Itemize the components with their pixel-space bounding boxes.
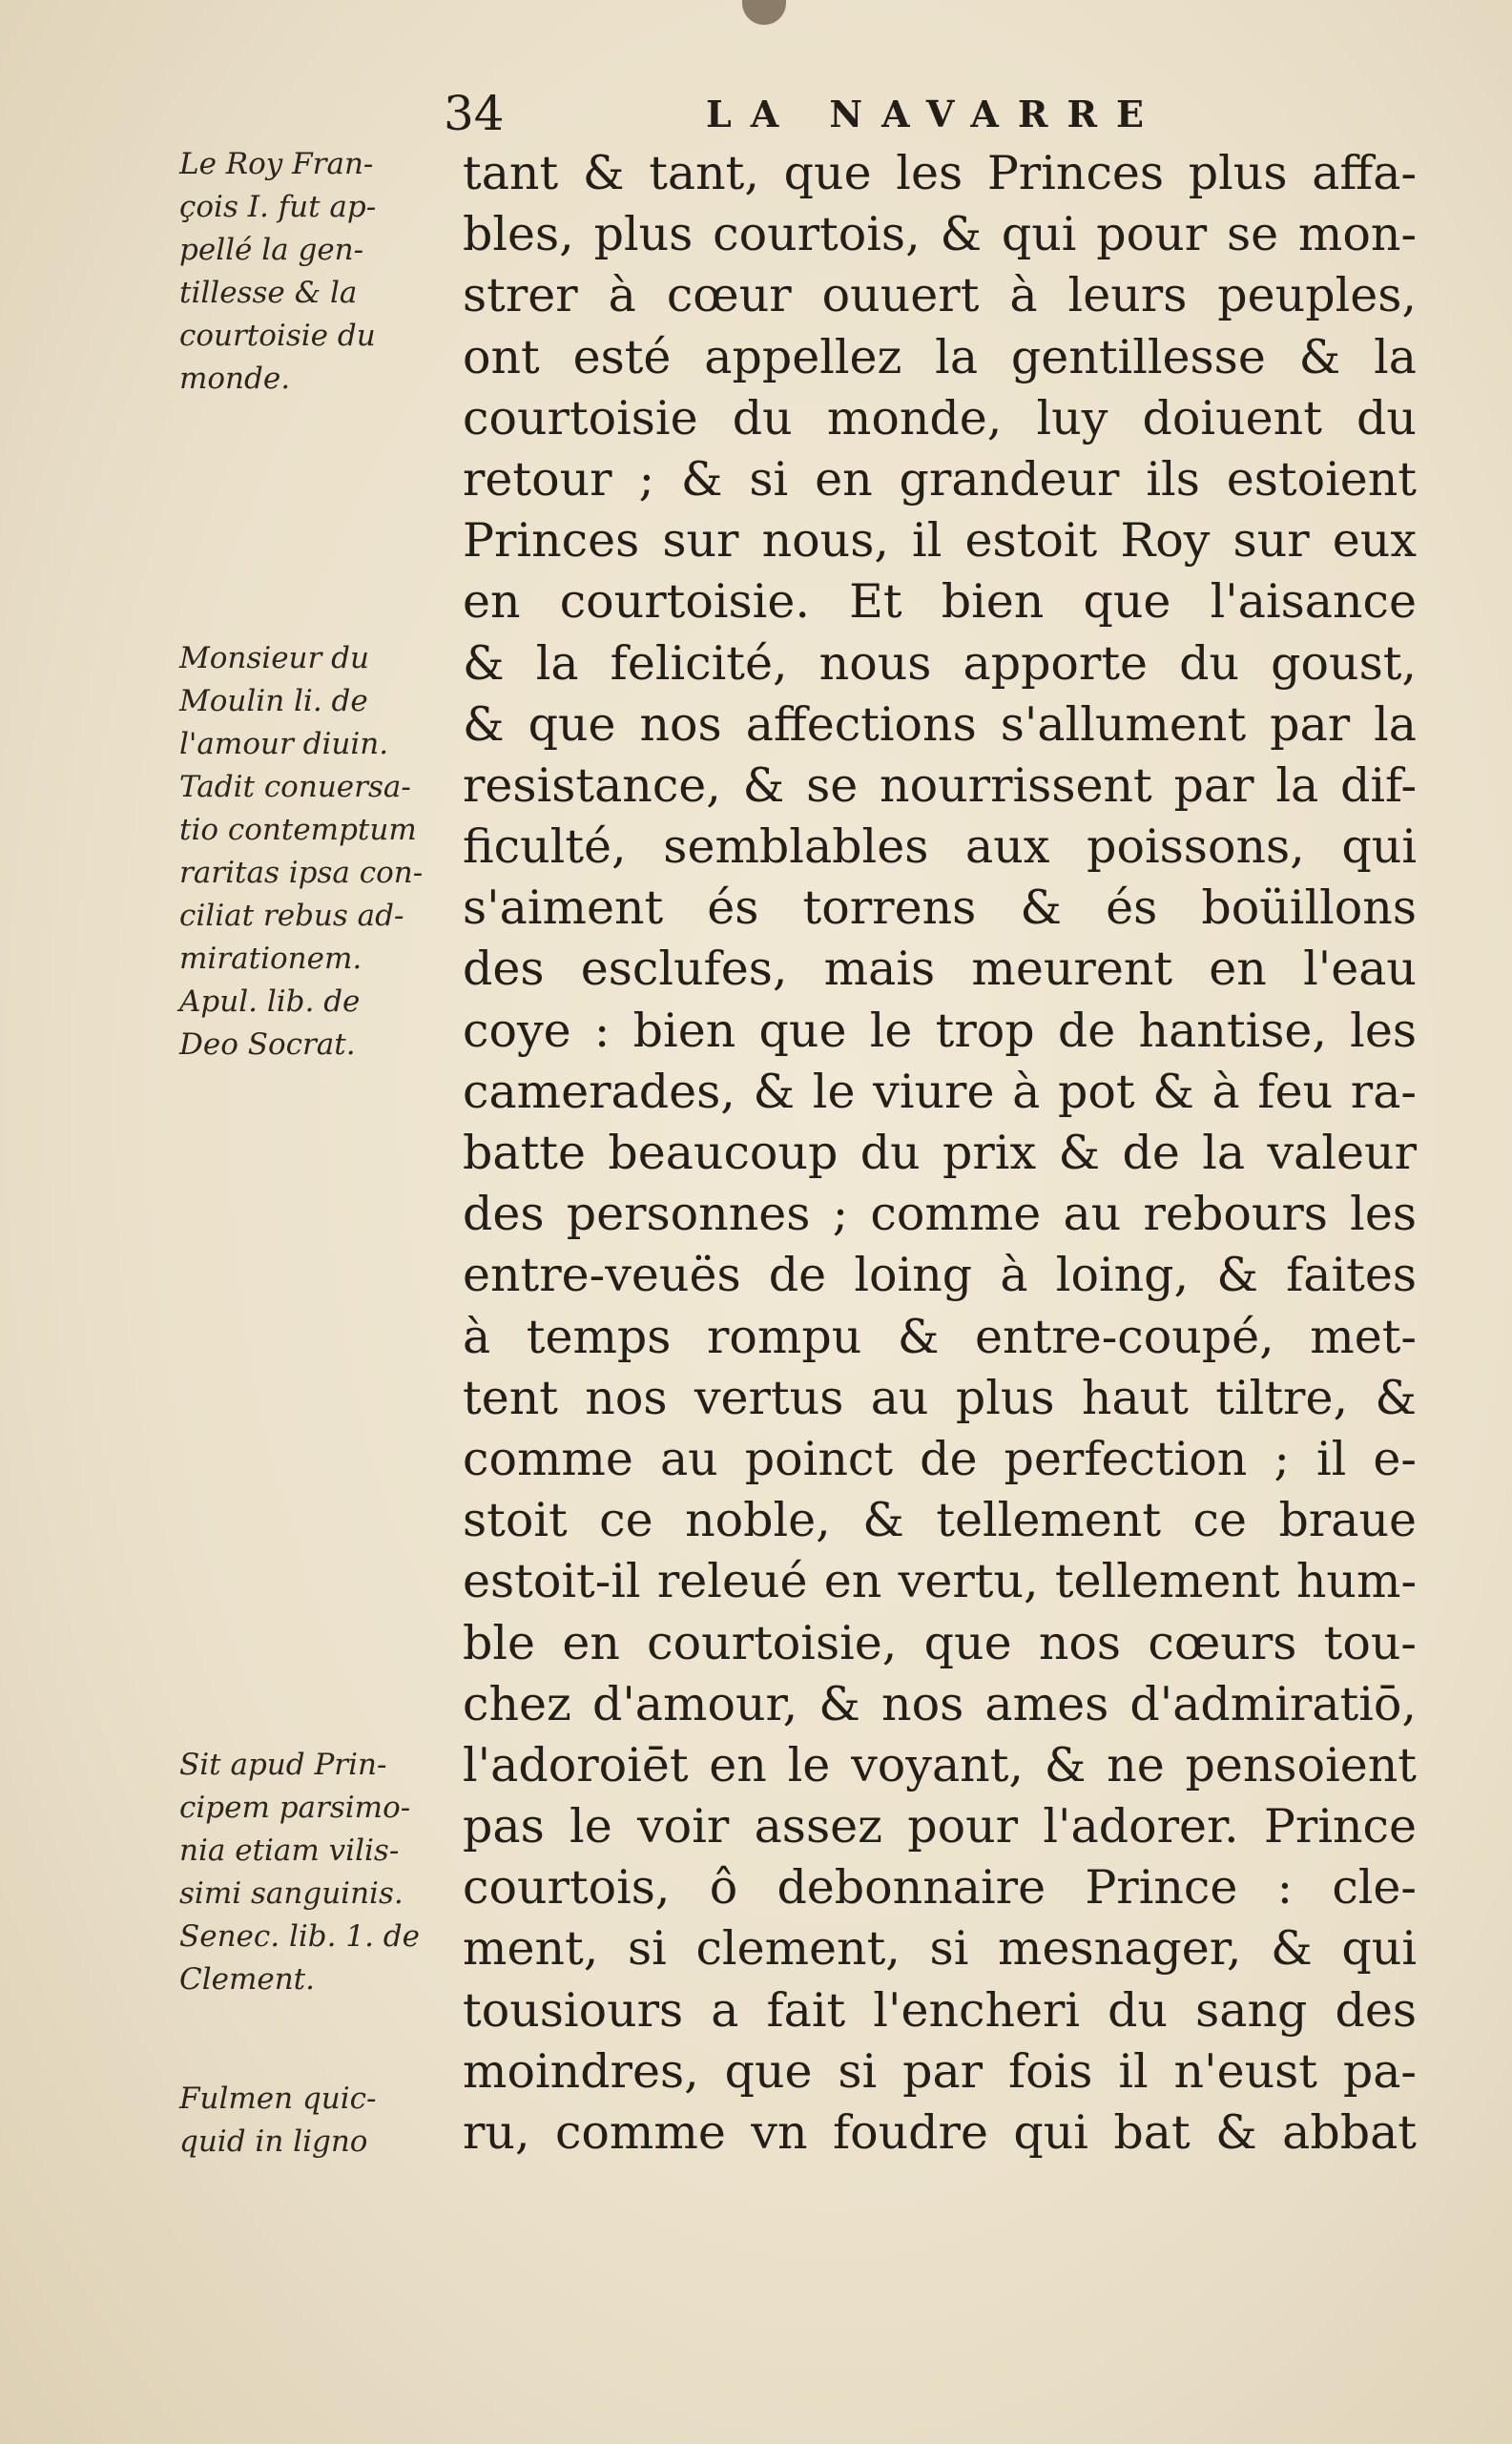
text-line: strer à cœur ouuert à leurs peuples,	[463, 268, 1417, 323]
margin-note-line: Monsieur du	[179, 641, 369, 675]
margin-note-line: Sit apud Prin-	[179, 1748, 387, 1782]
margin-note-line: simi sanguinis.	[179, 1876, 404, 1911]
margin-note-seneca	[179, 1744, 466, 2001]
margin-note-line: tillesse & la	[179, 276, 358, 310]
text-line: ment, si clement, si mesnager, & qui	[463, 1921, 1417, 1977]
text-line: s'aiment és torrens & és boüillons	[463, 880, 1417, 936]
text-line: ont esté appellez la gentillesse & la	[463, 329, 1417, 384]
margin-note-line: tio contemptum	[179, 813, 417, 847]
page-ornament-icon	[742, 0, 786, 25]
text-line: & que nos affections s'allument par la	[463, 696, 1417, 752]
text-line: à temps rompu & entre-coupé, met-	[463, 1309, 1417, 1364]
text-line: courtois, ô debonnaire Prince : cle-	[463, 1860, 1417, 1916]
margin-note-line: mirationem.	[179, 942, 362, 976]
margin-note-line: Le Roy Fran-	[179, 147, 374, 181]
text-line: stoit ce noble, & tellement ce braue	[463, 1493, 1417, 1548]
text-line: ficulté, semblables aux poissons, qui	[463, 819, 1417, 875]
text-line: bles, plus courtois, & qui pour se mon-	[463, 207, 1417, 262]
margin-note-line: Senec. lib. 1. de	[179, 1919, 420, 1954]
text-line: entre-veuës de loing à loing, & faites	[463, 1248, 1417, 1303]
margin-note-line: courtoisie du	[179, 319, 376, 353]
margin-note-line: raritas ipsa con-	[179, 856, 424, 890]
margin-note-du-moulin	[179, 637, 466, 1067]
text-line: tent nos vertus au plus haut tiltre, &	[463, 1370, 1417, 1425]
margin-note-line: monde.	[179, 362, 291, 396]
page-number: 34	[444, 86, 505, 141]
margin-note-line: Clement.	[179, 1962, 315, 1997]
text-line: tant & tant, que les Princes plus affa-	[463, 146, 1417, 200]
margin-note-fulmen	[179, 2078, 466, 2164]
main-text-block	[463, 143, 1417, 2164]
text-line: estoit-il releué en vertu, tellement hum-	[463, 1554, 1417, 1609]
text-line: comme au poinct de perfection ; il e-	[463, 1431, 1417, 1486]
text-line: l'adoroiēt en le voyant, & ne pensoient	[463, 1737, 1417, 1792]
text-line: tousiours a fait l'encheri du sang des	[463, 1982, 1417, 2038]
text-line: des personnes ; comme au rebours les	[463, 1187, 1417, 1242]
margin-note-line: Fulmen quic-	[179, 2082, 377, 2116]
text-line: pas le voir assez pour l'adorer. Prince	[463, 1799, 1417, 1854]
margin-note-line: cipem parsimo-	[179, 1791, 411, 1825]
margin-note-line: ciliat rebus ad-	[179, 899, 404, 933]
text-line: retour ; & si en grandeur ils estoient	[463, 451, 1417, 507]
text-line: camerades, & le viure à pot & à feu ra-	[463, 1064, 1417, 1119]
running-title: LA NAVARRE	[706, 93, 1164, 135]
text-line: coye : bien que le trop de hantise, les	[463, 1003, 1417, 1058]
margin-note-line: quid in ligno	[179, 2124, 368, 2159]
margin-note-line: l'amour diuin.	[179, 727, 389, 761]
margin-note-line: çois I. fut ap-	[179, 190, 377, 224]
text-line: ble en courtoisie, que nos cœurs tou-	[463, 1615, 1417, 1670]
margin-note-line: Apul. lib. de	[179, 984, 361, 1019]
text-line: courtoisie du monde, luy doiuent du	[463, 390, 1417, 445]
text-line: ru, comme vn foudre qui bat & abbat	[463, 2105, 1417, 2160]
text-line: des esclufes, mais meurent en l'eau	[463, 942, 1417, 997]
page-header	[444, 82, 1188, 145]
text-line: en courtoisie. Et bien que l'aisance	[463, 574, 1417, 630]
text-line: batte beaucoup du prix & de la valeur	[463, 1126, 1417, 1180]
margin-note-line: Tadit conuersa-	[179, 770, 411, 804]
margin-note-line: Moulin li. de	[179, 684, 368, 718]
margin-note-line: nia etiam vilis-	[179, 1833, 400, 1868]
text-line: Princes sur nous, il estoit Roy sur eux	[463, 513, 1417, 569]
margin-note-line: pellé la gen-	[179, 233, 364, 267]
text-line: resistance, & se nourrissent par la dif-	[463, 757, 1417, 813]
text-line: & la felicité, nous apporte du goust,	[463, 635, 1417, 691]
text-line: chez d'amour, & nos ames d'admiratiō,	[463, 1676, 1417, 1731]
text-line: moindres, que si par fois il n'eust pa-	[463, 2043, 1417, 2099]
margin-note-francois	[179, 143, 466, 401]
margin-note-line: Deo Socrat.	[179, 1027, 356, 1062]
